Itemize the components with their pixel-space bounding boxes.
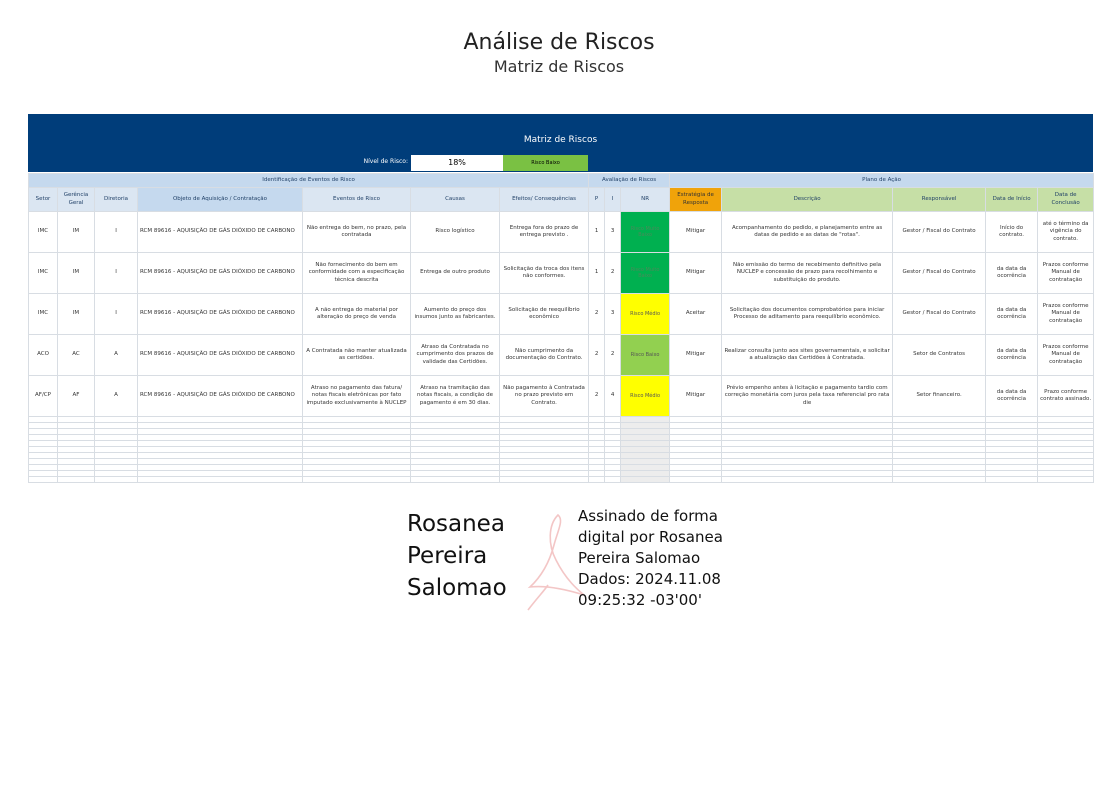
empty-cell [58, 477, 95, 483]
cell-setor: IMC [29, 294, 58, 335]
cell-efeito: Não pagamento à Contratada no prazo previsto em Contrato. [500, 376, 589, 417]
section-header-row [29, 174, 1094, 188]
col-i: I [605, 188, 621, 212]
empty-cell [722, 477, 893, 483]
risk-level-row [28, 155, 1093, 171]
cell-objeto: RCM 89616 - AQUISIÇÃO DE GÁS DIÓXIDO DE CARBONO [138, 253, 303, 294]
cell-causa: Atraso da Contratada no cumprimento dos prazos de validade das Certidões. [411, 335, 500, 376]
cell-conclusao: até o término da vigência do contrato. [1038, 212, 1094, 253]
cell-conclusao: Prazos conforme Manual de contratação [1038, 253, 1094, 294]
col-gerencia: Gerência Geral [58, 188, 95, 212]
matrix-banner [28, 114, 1093, 172]
cell-conclusao: Prazo conforme contrato assinado. [1038, 376, 1094, 417]
col-nr: NR [621, 188, 670, 212]
empty-cell [411, 477, 500, 483]
section-identificacao: Identificação de Eventos de Risco [29, 174, 589, 188]
cell-objeto: RCM 89616 - AQUISIÇÃO DE GÁS DIÓXIDO DE CARBONO [138, 294, 303, 335]
cell-responsavel: Setor de Contratos [893, 335, 986, 376]
cell-i: 2 [605, 335, 621, 376]
empty-cell [138, 477, 303, 483]
cell-setor: ACO [29, 335, 58, 376]
page-title: Análise de Riscos [463, 30, 655, 55]
cell-efeito: Não cumprimento da documentação do Contrato. [500, 335, 589, 376]
cell-nr: Risco Baixo [621, 335, 670, 376]
col-descricao: Descrição [722, 188, 893, 212]
col-conclusao: Data de Conclusão [1038, 188, 1094, 212]
cell-diretoria: A [95, 335, 138, 376]
table-row [29, 253, 1094, 294]
cell-p: 2 [589, 294, 605, 335]
cell-p: 1 [589, 212, 605, 253]
risk-level-label: Nível de Risco: [363, 158, 408, 165]
cell-objeto: RCM 89616 - AQUISIÇÃO DE GÁS DIÓXIDO DE CARBONO [138, 376, 303, 417]
signature-name-line: Salomao [407, 575, 507, 601]
column-header-row [29, 188, 1094, 212]
signature-detail-line: Assinado de forma [578, 507, 718, 525]
empty-cell [605, 477, 621, 483]
cell-evento: Não entrega do bem, no prazo, pela contratada [303, 212, 411, 253]
cell-evento: Atraso no pagamento das fatura/ notas fiscais eletrônicas por fato imputado exclusivamente à NUCLEP [303, 376, 411, 417]
col-efeitos: Efeitos/ Consequências [500, 188, 589, 212]
cell-descricao: Realizar consulta junto aos sites governamentais, e solicitar a atualização das Certidões à Contratada. [722, 335, 893, 376]
cell-descricao: Prévio empenho antes à licitação e pagamento tardio com correção monetária com juros pela taxa referencial pro rata die [722, 376, 893, 417]
cell-responsavel: Gestor / Fiscal do Contrato [893, 294, 986, 335]
table-row [29, 335, 1094, 376]
cell-conclusao: Prazos conforme Manual de contratação [1038, 294, 1094, 335]
col-responsavel: Responsável [893, 188, 986, 212]
signature-detail-line: digital por Rosanea [578, 528, 723, 546]
empty-cell [500, 477, 589, 483]
empty-cell [893, 477, 986, 483]
signature-detail-line: Dados: 2024.11.08 [578, 570, 721, 588]
cell-estrategia: Aceitar [670, 294, 722, 335]
cell-responsavel: Gestor / Fiscal do Contrato [893, 212, 986, 253]
cell-inicio: da data da ocorrência [986, 253, 1038, 294]
cell-descricao: Acompanhamento do pedido, e planejamento entre as datas de pedido e as datas de "rotas". [722, 212, 893, 253]
table-row [29, 376, 1094, 417]
cell-inicio: Início do contrato. [986, 212, 1038, 253]
col-estrategia: Estratégia de Resposta [670, 188, 722, 212]
cell-conclusao: Prazos conforme Manual de contratação [1038, 335, 1094, 376]
empty-row [29, 477, 1094, 483]
cell-objeto: RCM 89616 - AQUISIÇÃO DE GÁS DIÓXIDO DE CARBONO [138, 212, 303, 253]
cell-p: 1 [589, 253, 605, 294]
cell-descricao: Não emissão do termo de recebimento definitivo pela NUCLEP e concessão de prazo para recolhimento e substituição do produto. [722, 253, 893, 294]
cell-estrategia: Mitigar [670, 212, 722, 253]
risk-level-value: 18% [411, 155, 503, 171]
cell-nr: Risco Médio [621, 376, 670, 417]
col-p: P [589, 188, 605, 212]
cell-gerencia: IM [58, 294, 95, 335]
cell-efeito: Entrega fora do prazo de entrega previsto . [500, 212, 589, 253]
col-eventos: Eventos de Risco [303, 188, 411, 212]
signature-name-line: Pereira [407, 543, 488, 569]
risk-level-class: Risco Baixo [503, 155, 588, 171]
cell-gerencia: IM [58, 212, 95, 253]
cell-evento: Não fornecimento do bem em conformidade com a especificação técnica descrita [303, 253, 411, 294]
cell-inicio: da data da ocorrência [986, 335, 1038, 376]
risk-rows [29, 212, 1094, 483]
risk-matrix [28, 114, 1093, 470]
risk-table [28, 173, 1094, 483]
cell-causa: Risco logístico [411, 212, 500, 253]
signature-name [407, 508, 507, 604]
page-subtitle: Matriz de Riscos [493, 57, 625, 76]
col-diretoria: Diretoria [95, 188, 138, 212]
empty-cell [303, 477, 411, 483]
cell-setor: IMC [29, 253, 58, 294]
cell-diretoria: I [95, 253, 138, 294]
cell-descricao: Solicitação dos documentos comprobatórios para iniciar Processo de aditamento para reequilíbrio econômico. [722, 294, 893, 335]
cell-estrategia: Mitigar [670, 376, 722, 417]
cell-diretoria: A [95, 376, 138, 417]
empty-cell [670, 477, 722, 483]
cell-gerencia: IM [58, 253, 95, 294]
cell-causa: Entrega de outro produto [411, 253, 500, 294]
signature-detail-line: 09:25:32 -03'00' [578, 591, 702, 609]
section-plano: Plano de Ação [670, 174, 1094, 188]
cell-p: 2 [589, 376, 605, 417]
cell-nr: Risco Médio [621, 294, 670, 335]
cell-objeto: RCM 89616 - AQUISIÇÃO DE GÁS DIÓXIDO DE CARBONO [138, 335, 303, 376]
cell-causa: Atraso na tramitação das notas fiscais, a condição de pagamento é em 30 dias. [411, 376, 500, 417]
empty-cell [589, 477, 605, 483]
cell-gerencia: AC [58, 335, 95, 376]
cell-p: 2 [589, 335, 605, 376]
empty-cell [986, 477, 1038, 483]
cell-i: 3 [605, 212, 621, 253]
col-inicio: Data de Início [986, 188, 1038, 212]
cell-responsavel: Gestor / Fiscal do Contrato [893, 253, 986, 294]
col-setor: Setor [29, 188, 58, 212]
cell-diretoria: I [95, 212, 138, 253]
cell-efeito: Solicitação de reequilíbrio econômico [500, 294, 589, 335]
empty-cell [621, 477, 670, 483]
cell-inicio: da data da ocorrência [986, 376, 1038, 417]
cell-evento: A não entrega do material por alteração do preço de venda [303, 294, 411, 335]
section-avaliacao: Avaliação de Riscos [589, 174, 670, 188]
cell-setor: AF/CP [29, 376, 58, 417]
table-row [29, 212, 1094, 253]
cell-gerencia: AF [58, 376, 95, 417]
empty-cell [95, 477, 138, 483]
signature-name-line: Rosanea [407, 511, 505, 537]
cell-causa: Aumento do preço dos insumos junto as fabricantes. [411, 294, 500, 335]
table-row [29, 294, 1094, 335]
cell-evento: A Contratada não manter atualizada as certidões. [303, 335, 411, 376]
cell-estrategia: Mitigar [670, 253, 722, 294]
cell-i: 3 [605, 294, 621, 335]
empty-cell [29, 477, 58, 483]
cell-efeito: Solicitação da troca dos itens não conformes. [500, 253, 589, 294]
cell-nr: Risco Muito Baixo [621, 253, 670, 294]
cell-diretoria: I [95, 294, 138, 335]
cell-nr: Risco Muito Baixo [621, 212, 670, 253]
signature-detail-line: Pereira Salomao [578, 549, 701, 567]
cell-estrategia: Mitigar [670, 335, 722, 376]
col-causas: Causas [411, 188, 500, 212]
empty-cell [1038, 477, 1094, 483]
cell-i: 2 [605, 253, 621, 294]
matrix-title: Matriz de Riscos [523, 135, 598, 145]
col-objeto: Objeto de Aquisição / Contratação [138, 188, 303, 212]
cell-i: 4 [605, 376, 621, 417]
signature-details [578, 506, 723, 611]
cell-responsavel: Setor financeiro. [893, 376, 986, 417]
cell-inicio: da data da ocorrência [986, 294, 1038, 335]
cell-setor: IMC [29, 212, 58, 253]
